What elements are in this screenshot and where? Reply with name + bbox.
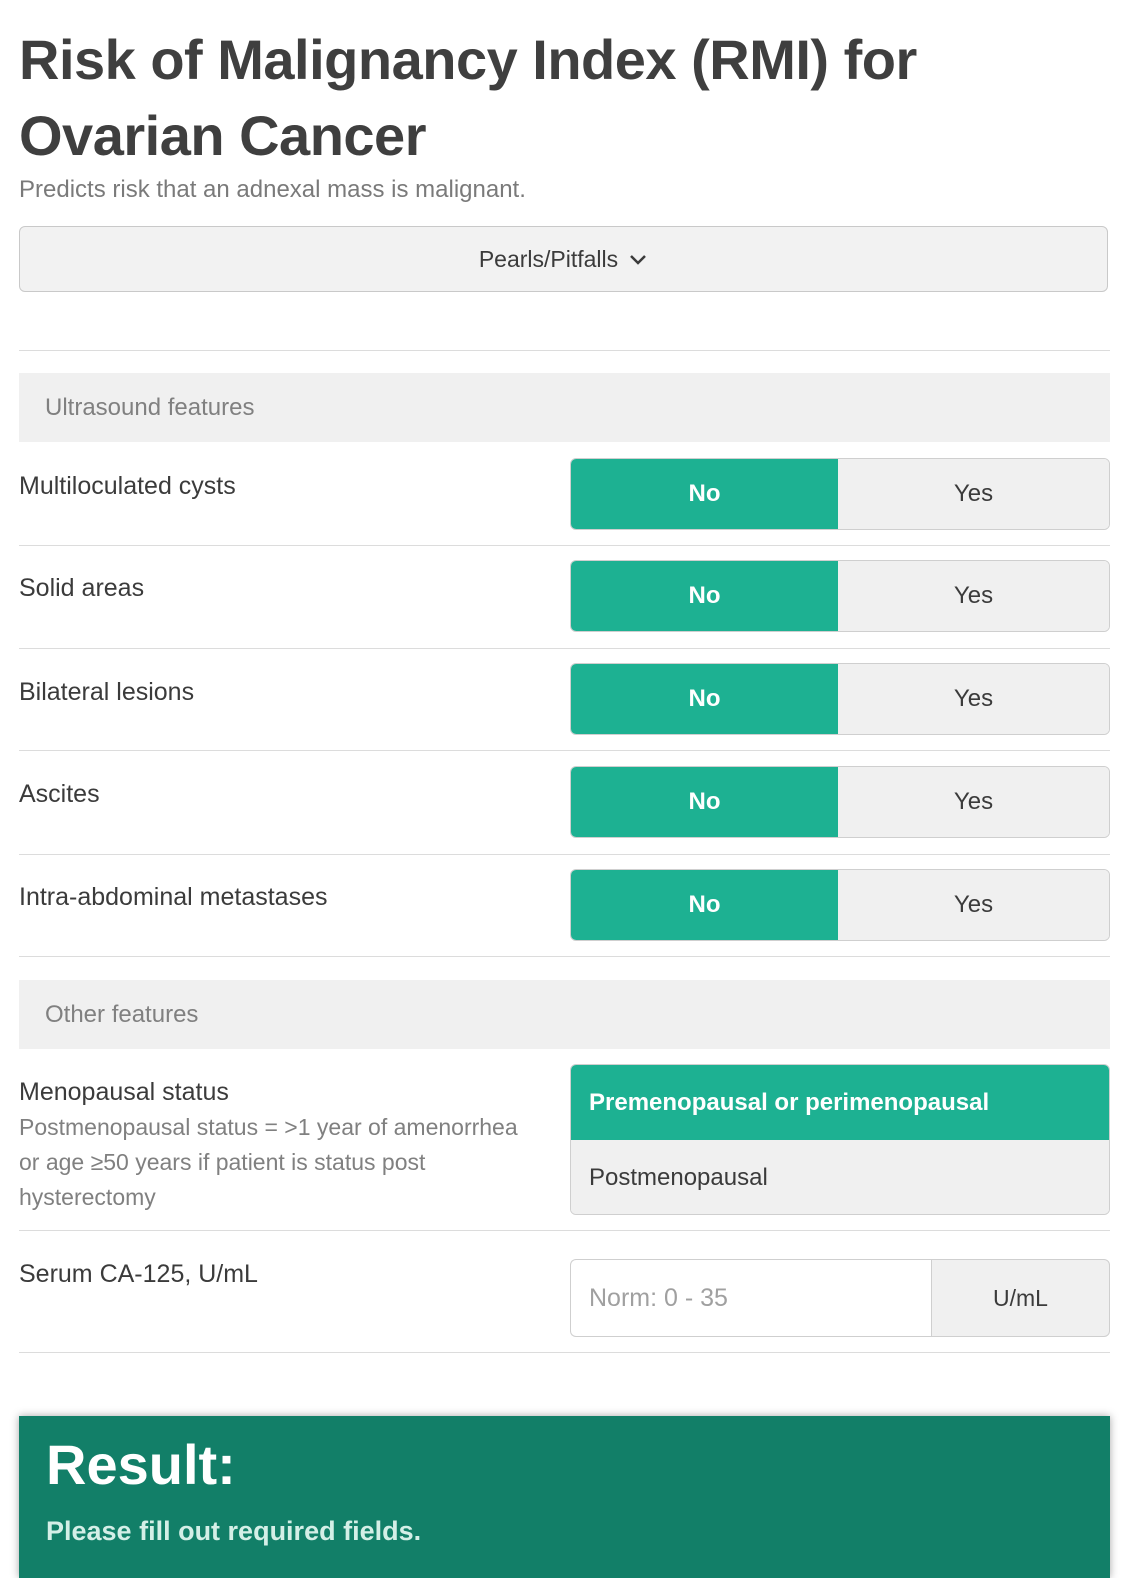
ca125-input[interactable]	[570, 1259, 932, 1337]
result-panel	[19, 1416, 1110, 1578]
divider	[19, 956, 1110, 957]
multiloculated-cysts-label: Multiloculated cysts	[19, 472, 236, 500]
section-title: Ultrasound features	[45, 393, 255, 421]
menopausal-status-selector	[570, 1064, 1110, 1215]
solid-areas-label: Solid areas	[19, 574, 145, 602]
intra-abdominal-metastases-no-button[interactable]: No	[571, 870, 838, 940]
divider	[19, 1230, 1110, 1231]
menopausal-status-label: Menopausal status	[19, 1078, 229, 1106]
result-title: Result:	[46, 1433, 236, 1496]
intra-abdominal-metastases-toggle	[570, 869, 1110, 941]
divider	[19, 545, 1110, 546]
multiloculated-cysts-yes-button[interactable]: Yes	[838, 459, 1109, 529]
ascites-no-button[interactable]: No	[571, 767, 838, 837]
premenopausal-option[interactable]: Premenopausal or perimenopausal	[571, 1065, 1109, 1140]
chevron-down-icon	[628, 249, 648, 269]
bilateral-lesions-label: Bilateral lesions	[19, 678, 195, 706]
intra-abdominal-metastases-label: Intra-abdominal metastases	[19, 883, 328, 911]
menopausal-status-help: Postmenopausal status = >1 year of amenorrhea or age ≥50 years if patient is status post hysterectomy	[19, 1114, 518, 1210]
divider	[19, 648, 1110, 649]
result-message: Please fill out required fields.	[46, 1516, 422, 1546]
multiloculated-cysts-no-button[interactable]: No	[571, 459, 838, 529]
section-header-other	[19, 980, 1110, 1049]
pearls-pitfalls-label: Pearls/Pitfalls	[478, 245, 619, 272]
bilateral-lesions-yes-button[interactable]: Yes	[838, 664, 1109, 734]
section-title: Other features	[45, 1000, 199, 1028]
solid-areas-no-button[interactable]: No	[571, 561, 838, 631]
solid-areas-toggle	[570, 560, 1110, 632]
ca125-unit: U/mL	[931, 1259, 1110, 1337]
divider	[19, 350, 1110, 351]
multiloculated-cysts-toggle	[570, 458, 1110, 530]
ca125-label: Serum CA-125, U/mL	[19, 1260, 258, 1288]
solid-areas-yes-button[interactable]: Yes	[838, 561, 1109, 631]
page-title: Risk of Malignancy Index (RMI) for Ovarian Cancer	[19, 28, 917, 167]
ascites-label: Ascites	[19, 780, 100, 808]
postmenopausal-option[interactable]: Postmenopausal	[571, 1140, 1109, 1215]
page-subtitle: Predicts risk that an adnexal mass is malignant.	[19, 176, 526, 203]
divider	[19, 1352, 1110, 1353]
bilateral-lesions-no-button[interactable]: No	[571, 664, 838, 734]
ascites-yes-button[interactable]: Yes	[838, 767, 1109, 837]
intra-abdominal-metastases-yes-button[interactable]: Yes	[838, 870, 1109, 940]
pearls-pitfalls-button[interactable]	[19, 226, 1108, 292]
bilateral-lesions-toggle	[570, 663, 1110, 735]
divider	[19, 854, 1110, 855]
divider	[19, 750, 1110, 751]
section-header-ultrasound	[19, 373, 1110, 442]
ascites-toggle	[570, 766, 1110, 838]
